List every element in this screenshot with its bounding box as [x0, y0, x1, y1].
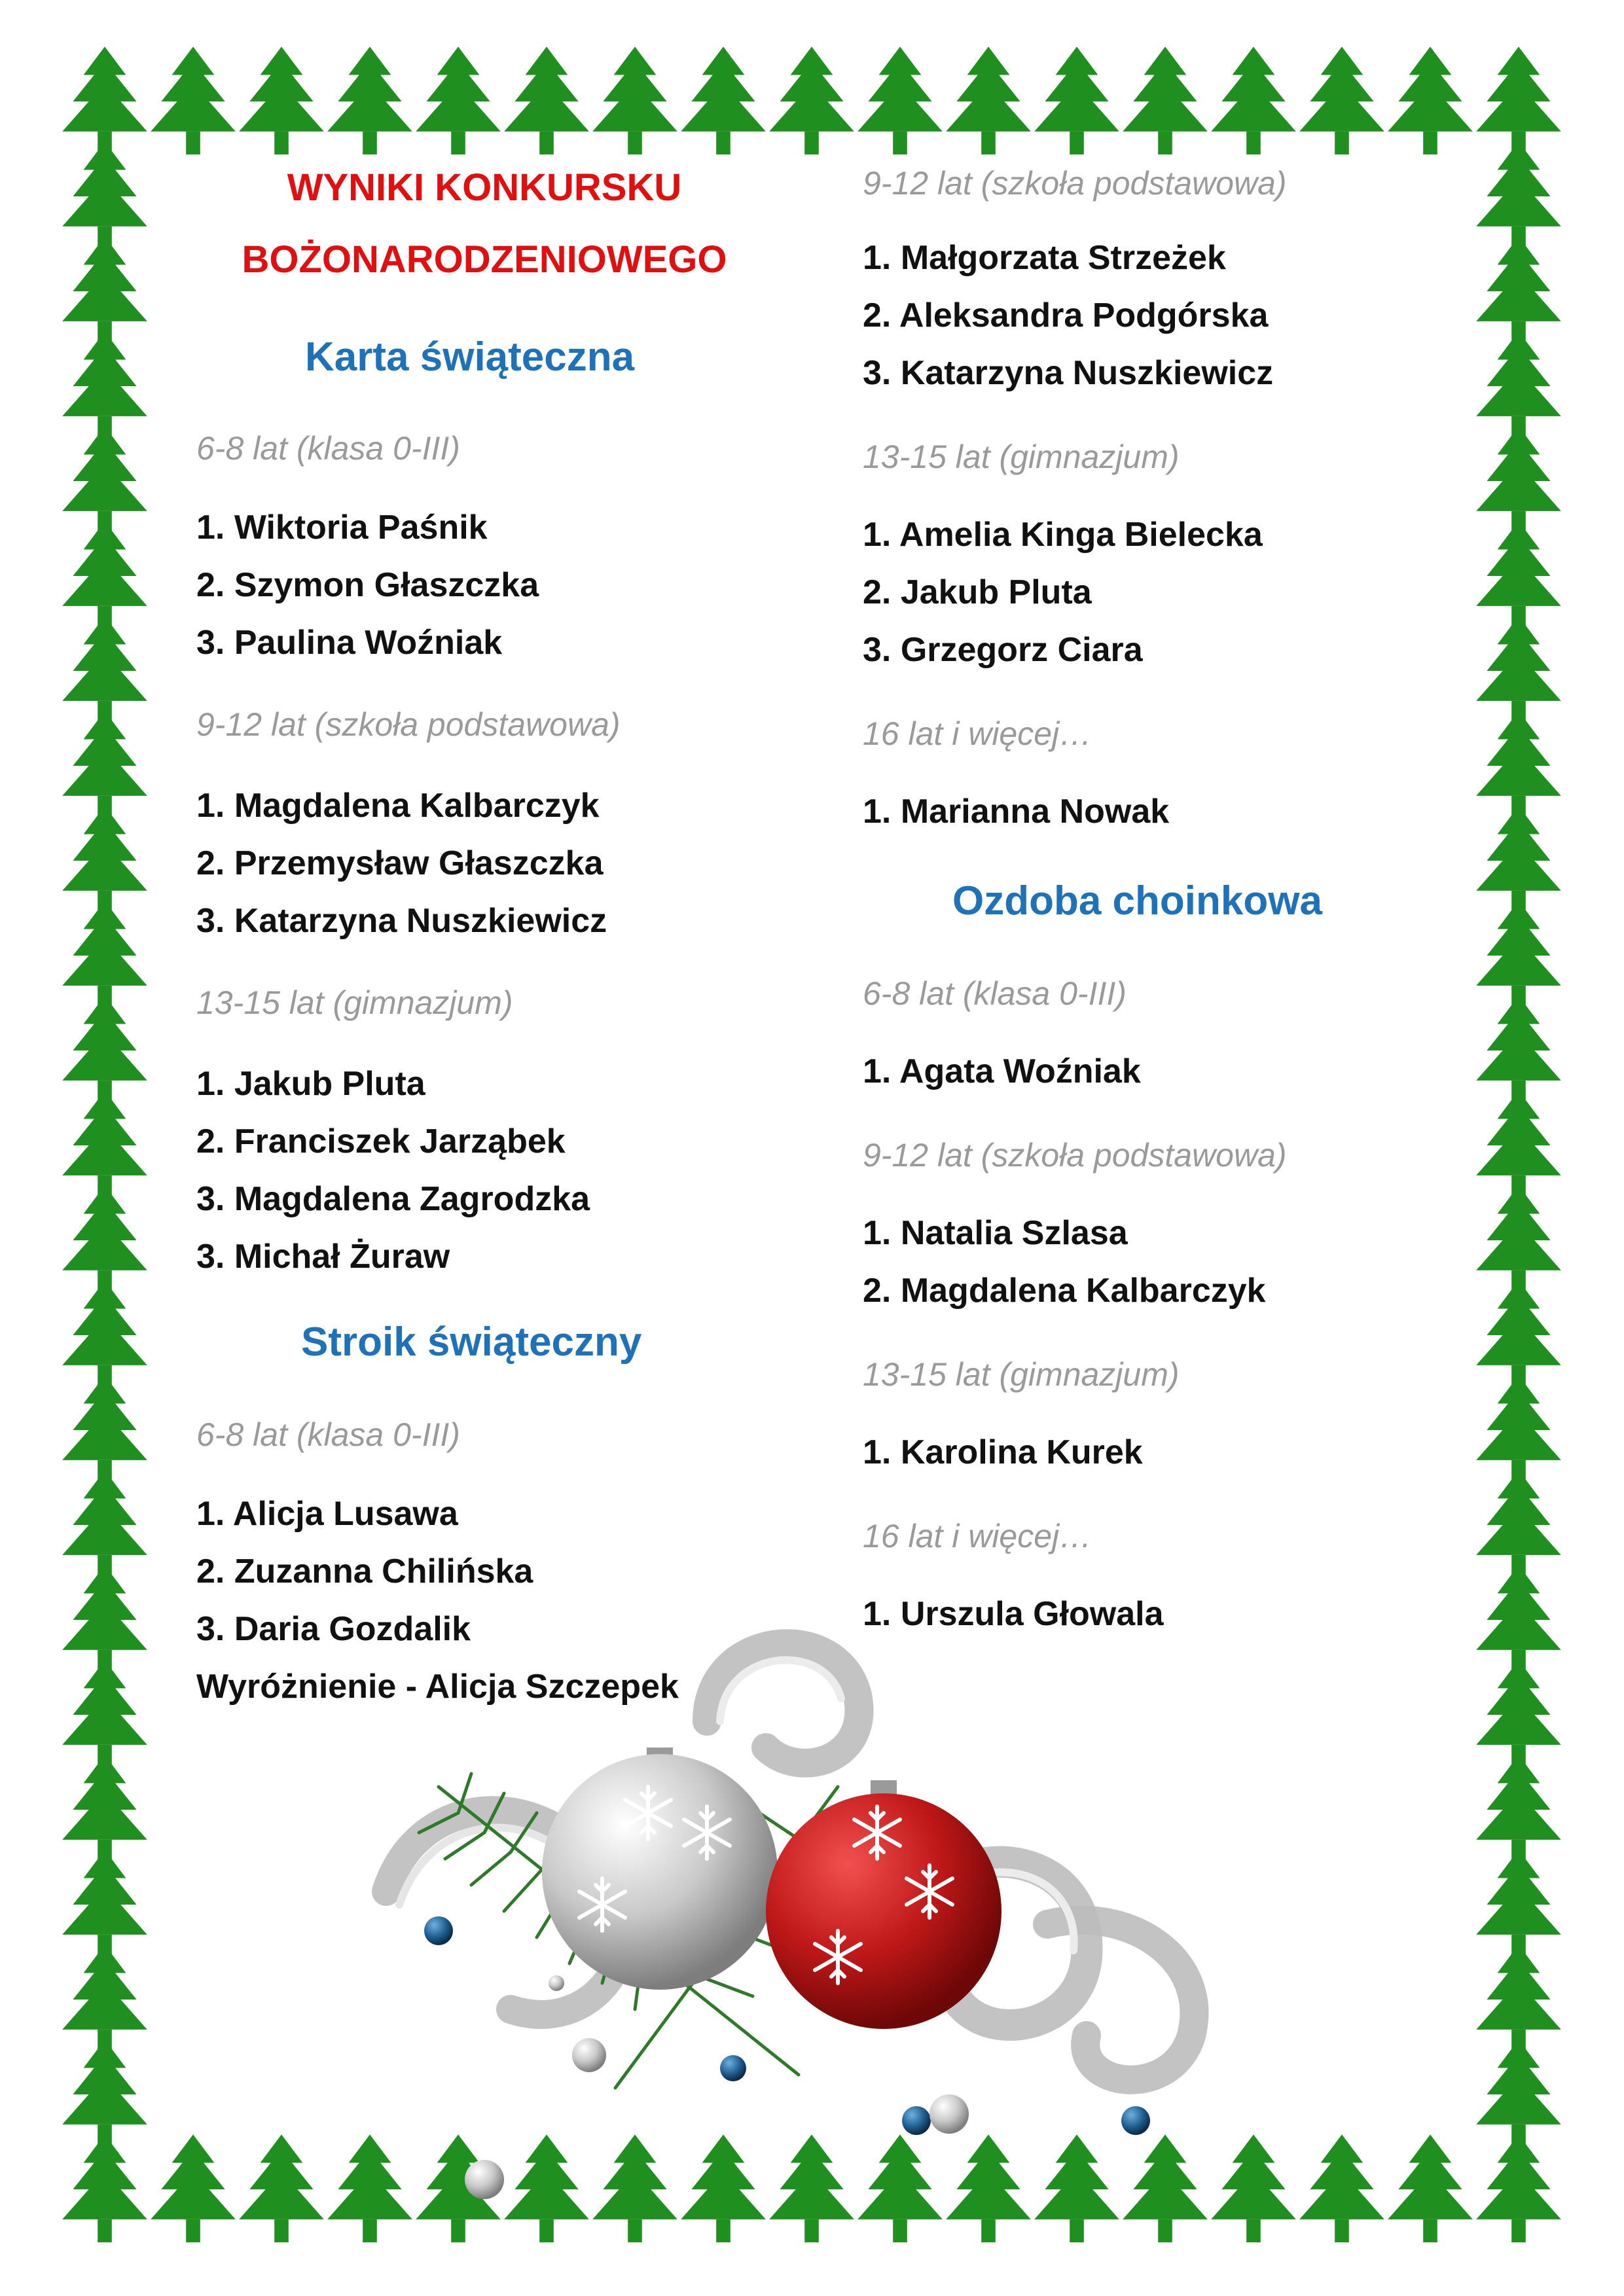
christmas-tree-icon — [1476, 1090, 1561, 1198]
winner-entry: 1. Urszula Głowala — [863, 1595, 1164, 1633]
age-group-label: 9-12 lat (szkoła podstawowa) — [863, 1137, 1287, 1174]
christmas-tree-icon — [1123, 46, 1208, 154]
christmas-tree-icon — [62, 2039, 147, 2147]
christmas-tree-icon — [681, 46, 766, 154]
winner-entry: 1. Marianna Nowak — [863, 793, 1170, 831]
christmas-tree-icon — [62, 141, 147, 249]
winner-entry: 1. Natalia Szlasa — [863, 1214, 1128, 1252]
christmas-tree-icon — [62, 521, 147, 629]
age-group-label: 13-15 lat (gimnazjum) — [196, 984, 513, 1021]
christmas-tree-icon — [1388, 2134, 1473, 2242]
christmas-tree-icon — [1476, 806, 1561, 914]
winner-entry: 3. Paulina Woźniak — [196, 624, 503, 662]
christmas-tree-icon — [239, 46, 324, 154]
winner-entry: 1. Karolina Kurek — [863, 1433, 1143, 1471]
christmas-tree-icon — [62, 2134, 147, 2242]
category-heading-karta: Karta świąteczna — [305, 334, 635, 380]
winner-entry: 2. Aleksandra Podgórska — [863, 296, 1269, 334]
christmas-tree-icon — [1211, 46, 1296, 154]
christmas-tree-icon — [1476, 521, 1561, 629]
category-heading-ozdoba: Ozdoba choinkowa — [952, 878, 1322, 924]
christmas-tree-icon — [62, 236, 147, 344]
christmas-tree-icon — [1476, 1945, 1561, 2053]
christmas-tree-icon — [62, 1185, 147, 1293]
winner-entry: 1. Wiktoria Paśnik — [196, 509, 488, 547]
christmas-tree-icon — [62, 806, 147, 914]
winner-entry: 2. Zuzanna Chilińska — [196, 1552, 533, 1590]
age-group-label: 13-15 lat (gimnazjum) — [863, 1356, 1180, 1393]
christmas-tree-icon — [151, 2134, 236, 2242]
christmas-tree-icon — [62, 901, 147, 1009]
age-group-label: 6-8 lat (klasa 0-III) — [196, 430, 460, 467]
christmas-tree-icon — [62, 1660, 147, 1768]
christmas-tree-icon — [1476, 1565, 1561, 1673]
christmas-tree-icon — [1476, 426, 1561, 534]
christmas-tree-icon — [592, 46, 677, 154]
age-group-label: 6-8 lat (klasa 0-III) — [863, 975, 1127, 1012]
winner-entry: 2. Franciszek Jarząbek — [196, 1122, 566, 1160]
winner-entry: 1. Jakub Pluta — [196, 1065, 425, 1103]
christmas-tree-icon — [62, 46, 147, 154]
winner-entry: 3. Katarzyna Nuszkiewicz — [863, 354, 1274, 392]
christmas-tree-icon — [946, 46, 1031, 154]
christmas-tree-icon — [1476, 996, 1561, 1103]
christmas-tree-icon — [62, 1565, 147, 1673]
christmas-tree-icon — [1476, 616, 1561, 724]
christmas-tree-icon — [1476, 46, 1561, 154]
winner-entry: 3. Grzegorz Ciara — [863, 631, 1143, 669]
christmas-tree-icon — [1476, 1850, 1561, 1958]
christmas-tree-icon — [1476, 901, 1561, 1009]
christmas-tree-icon — [504, 46, 589, 154]
christmas-tree-icon — [62, 1280, 147, 1388]
christmas-tree-icon — [62, 616, 147, 724]
document-title-line2: BOŻONARODZENIOWEGO — [242, 238, 727, 281]
christmas-tree-icon — [62, 711, 147, 819]
age-group-label: 9-12 lat (szkoła podstawowa) — [196, 706, 621, 743]
christmas-tree-icon — [1476, 236, 1561, 344]
christmas-tree-icon — [1476, 331, 1561, 439]
christmas-tree-icon — [62, 996, 147, 1103]
christmas-tree-icon — [1299, 46, 1384, 154]
winner-entry: 3. Katarzyna Nuszkiewicz — [196, 902, 607, 940]
document-title-line1: WYNIKI KONKURSKU — [287, 166, 682, 209]
christmas-tree-icon — [1476, 1375, 1561, 1483]
age-group-label: 6-8 lat (klasa 0-III) — [196, 1416, 460, 1453]
christmas-tree-icon — [1476, 141, 1561, 249]
winner-entry: 2. Szymon Głaszczka — [196, 566, 539, 604]
winner-entry: 1. Alicja Lusawa — [196, 1495, 458, 1533]
christmas-tree-icon — [1476, 1755, 1561, 1863]
winner-entry: 1. Agata Woźniak — [863, 1052, 1141, 1090]
christmas-tree-icon — [1034, 46, 1119, 154]
christmas-baubles-illustration — [340, 1617, 1322, 2238]
age-group-label: 9-12 lat (szkoła podstawowa) — [863, 165, 1287, 202]
christmas-tree-icon — [1476, 1185, 1561, 1293]
age-group-label: 16 lat i więcej… — [863, 715, 1092, 752]
age-group-label: 13-15 lat (gimnazjum) — [863, 439, 1180, 475]
christmas-tree-icon — [857, 46, 943, 154]
christmas-tree-icon — [62, 1470, 147, 1578]
christmas-tree-icon — [1476, 1470, 1561, 1578]
christmas-tree-icon — [62, 1945, 147, 2053]
winner-entry: 2. Magdalena Kalbarczyk — [863, 1272, 1266, 1310]
distinction-entry: Wyróżnienie - Alicja Szczepek — [196, 1668, 679, 1706]
christmas-tree-icon — [327, 46, 412, 154]
age-group-label: 16 lat i więcej… — [863, 1518, 1092, 1554]
winner-entry: 3. Michał Żuraw — [196, 1238, 450, 1276]
christmas-tree-icon — [62, 1850, 147, 1958]
christmas-tree-icon — [1476, 711, 1561, 819]
christmas-tree-icon — [151, 46, 236, 154]
christmas-tree-icon — [1476, 1660, 1561, 1768]
winner-entry: 1. Amelia Kinga Bielecka — [863, 516, 1263, 554]
christmas-tree-icon — [239, 2134, 324, 2242]
christmas-tree-icon — [1476, 1280, 1561, 1388]
winner-entry: 3. Magdalena Zagrodzka — [196, 1180, 590, 1218]
winner-entry: 1. Małgorzata Strzeżek — [863, 239, 1226, 277]
winner-entry: 1. Magdalena Kalbarczyk — [196, 787, 600, 825]
christmas-tree-icon — [1476, 2039, 1561, 2147]
winner-entry: 2. Przemysław Głaszczka — [196, 844, 604, 882]
christmas-tree-icon — [62, 426, 147, 534]
christmas-tree-icon — [1476, 2134, 1561, 2242]
christmas-tree-icon — [62, 1755, 147, 1863]
christmas-tree-icon — [1388, 46, 1473, 154]
christmas-tree-icon — [769, 46, 854, 154]
christmas-tree-icon — [62, 1375, 147, 1483]
christmas-tree-icon — [62, 1090, 147, 1198]
winner-entry: 2. Jakub Pluta — [863, 573, 1092, 611]
category-heading-stroik: Stroik świąteczny — [301, 1319, 642, 1365]
christmas-tree-icon — [62, 331, 147, 439]
winner-entry: 3. Daria Gozdalik — [196, 1610, 471, 1648]
christmas-tree-icon — [416, 46, 501, 154]
